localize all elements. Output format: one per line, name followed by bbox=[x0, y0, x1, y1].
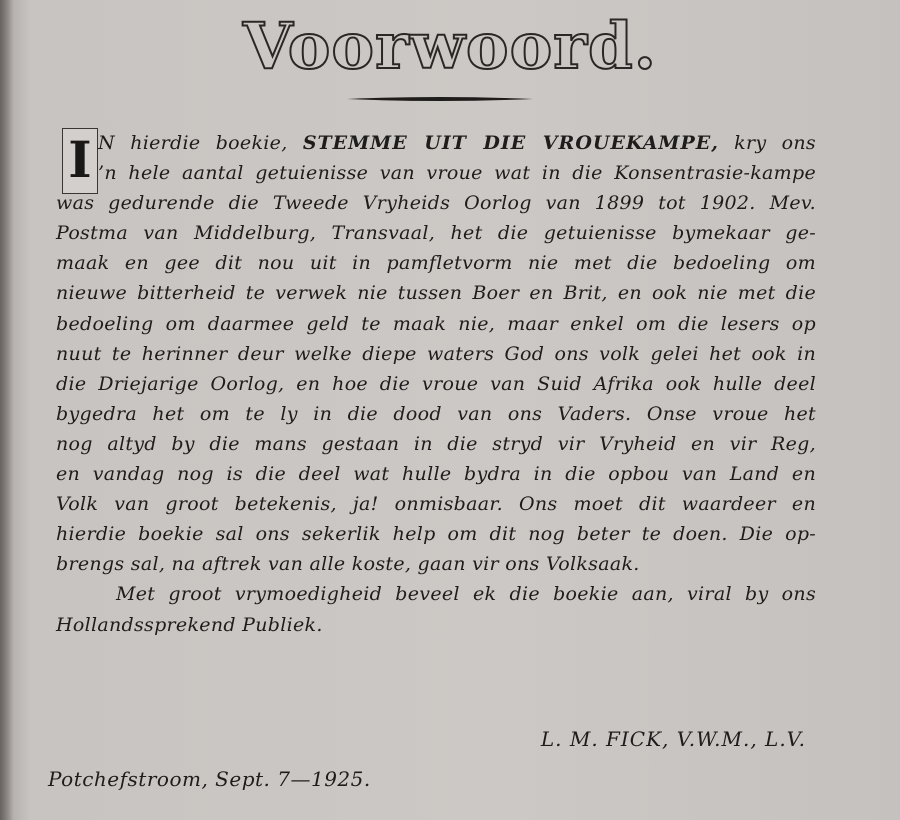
paragraph-line: Hollandssprekend Publiek. bbox=[56, 613, 323, 636]
paragraph-line: was gedurende die Tweede Vryheids Oorlog van 1899 tot 1902. Mev. bbox=[56, 192, 816, 215]
paragraph-line: maak en gee dit nou uit in pamfletvorm nie met die bedoeling om bbox=[56, 252, 816, 275]
paragraph-line: ’n hele aantal getuienisse van vroue wat in die Konsentrasie-kampe bbox=[98, 162, 816, 185]
drop-cap-letter: I bbox=[68, 130, 92, 189]
foreword-body bbox=[56, 128, 816, 640]
paragraph-line-end: kry ons bbox=[718, 132, 816, 154]
paragraph-line: Postma van Middelburg, Transvaal, het die getuienisse bymekaar ge- bbox=[56, 222, 816, 245]
paragraph-line: brengs sal, na aftrek van alle koste, gaan vir ons Volksaak. bbox=[56, 553, 640, 576]
paragraph-line: bygedra het om te ly in die dood van ons Vaders. Onse vroue het bbox=[56, 402, 816, 425]
paragraph-line: nog altyd by die mans gestaan in die stryd vir Vryheid en vir Reg, bbox=[56, 432, 816, 455]
title-underline-ornament bbox=[347, 96, 533, 102]
paragraph-line: bedoeling om daarmee geld te maak nie, maar enkel om die lesers op bbox=[56, 312, 816, 335]
paragraph-line: Volk van groot betekenis, ja! onmisbaar. Ons moet dit waardeer en bbox=[56, 493, 816, 516]
signature: L. M. FICK, V.W.M., L.V. bbox=[540, 727, 806, 751]
paragraph-line: die Driejarige Oorlog, en hoe die vroue van Suid Afrika ook hulle deel bbox=[56, 372, 816, 395]
paragraph-line: hierdie boekie sal ons sekerlik help om dit nog beter te doen. Die op- bbox=[56, 523, 816, 546]
paragraph-line: nuut te herinner deur welke diepe waters God ons volk gelei het ook in bbox=[56, 342, 816, 365]
booklet-title: STEMME UIT DIE VROUEKAMPE, bbox=[302, 132, 719, 154]
paragraph-line: nieuwe bitterheid te verwek nie tussen Boer en Brit, en ook nie met die bbox=[56, 282, 816, 305]
paragraph-line: Met groot vrymoedigheid beveel ek die boekie aan, viral by ons bbox=[116, 583, 816, 606]
paragraph-line-start: N hierdie boekie, bbox=[98, 132, 303, 154]
paragraph-line: en vandag nog is die deel wat hulle bydra in die opbou van Land en bbox=[56, 463, 816, 486]
place-and-date: Potchefstroom, Sept. 7—1925. bbox=[48, 767, 371, 791]
page-title: Voorwoord. bbox=[242, 9, 658, 84]
paragraph-line bbox=[98, 128, 816, 158]
